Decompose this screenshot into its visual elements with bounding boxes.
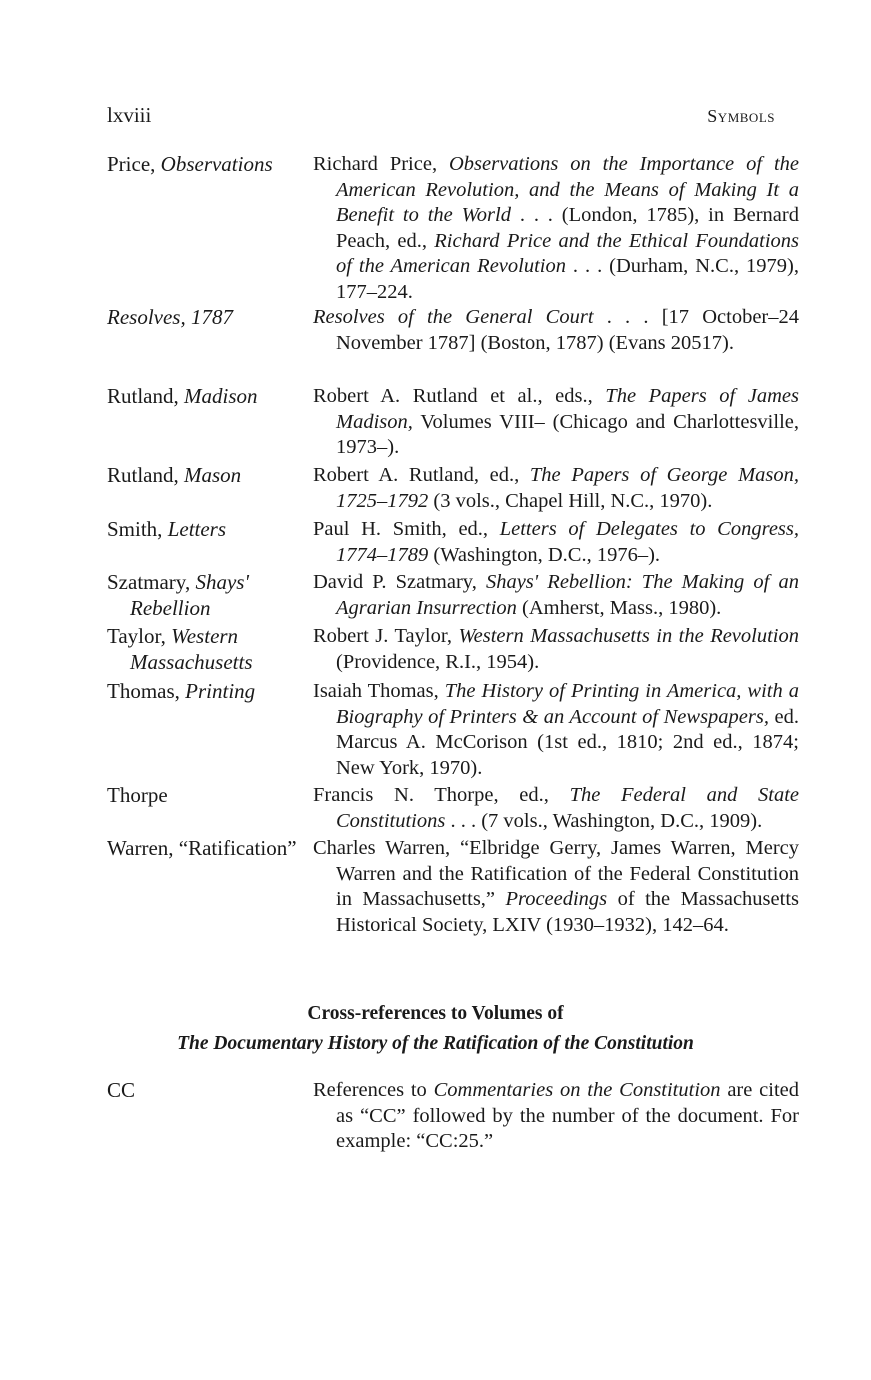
entry-description: Robert A. Rutland, ed., The Papers of George Mason, 1725–1792 (3 vols., Chapel Hill, N.C., 1970).: [313, 464, 799, 512]
entry-description: Francis N. Thorpe, ed., The Federal and State Constitutions . . . (7 vols., Washington, D.C., 1909).: [313, 784, 799, 832]
entry-abbreviation: Warren, “Ratification”: [107, 836, 297, 860]
entry-abbreviation: Thorpe: [107, 783, 168, 807]
entry-abbreviation: Smith, Letters: [107, 517, 227, 541]
entry-description: David P. Szatmary, Shays' Rebellion: The Making of an Agrarian Insurrection (Amherst, Mass., 1980).: [313, 571, 799, 619]
entry-abbreviation: Rutland, Mason: [107, 463, 242, 487]
entry-abbreviation: Price, Observations: [107, 152, 273, 176]
entry-description: Isaiah Thomas, The History of Printing in America, with a Biography of Printers & an Account of Newspapers, ed. Marcus A. McCorison (1st ed., 1810; 2nd ed., 1874; New York, 1970).: [313, 680, 799, 779]
section-subheading: The Documentary History of the Ratification of the Constitution: [177, 1033, 694, 1054]
entry-abbreviation: Resolves, 1787: [107, 305, 233, 329]
running-head: Symbols: [707, 106, 775, 126]
entry-abbreviation: Thomas, Printing: [107, 679, 256, 703]
entry-description: Robert A. Rutland et al., eds., The Papers of James Madison, Volumes VIII– (Chicago and Charlottesville, 1973–).: [313, 385, 799, 459]
entry-description: Paul H. Smith, ed., Letters of Delegates to Congress, 1774–1789 (Washington, D.C., 1976–).: [313, 518, 799, 566]
entry-description: Richard Price, Observations on the Importance of the American Revolution, and the Means of Making It a Benefit to the World . . . (London, 1785), in Bernard Peach, ed., Richard Price and the Ethical Foundations of the American Revolution . . . (Durham, N.C., 1979), 177–224.: [313, 153, 799, 303]
entry-description: References to Commentaries on the Constitution are cited as “CC” followed by the number of the document. For example: “CC:25.”: [313, 1079, 800, 1153]
entry-abbreviation: CC: [107, 1078, 136, 1102]
section-heading: Cross-references to Volumes of: [307, 1003, 564, 1024]
entry-description: Charles Warren, “Elbridge Gerry, James Warren, Mercy Warren and the Ratification of the Federal Constitution in Massachusetts,” Proceedings of the Massachusetts Historical Society, LXIV (1930–1932), 142–64.: [313, 837, 799, 936]
page-number: lxviii: [107, 103, 152, 127]
entry-description: Resolves of the General Court . . . [17 October–24 November 1787] (Boston, 1787) (Evans 20517).: [313, 306, 799, 354]
entry-abbreviation: Taylor, Western Massachusetts: [107, 624, 253, 674]
entry-abbreviation: Szatmary, Shays' Rebellion: [107, 570, 249, 620]
entry-description: Robert J. Taylor, Western Massachusetts in the Revolution (Providence, R.I., 1954).: [313, 625, 799, 673]
entry-abbreviation: Rutland, Madison: [107, 384, 258, 408]
